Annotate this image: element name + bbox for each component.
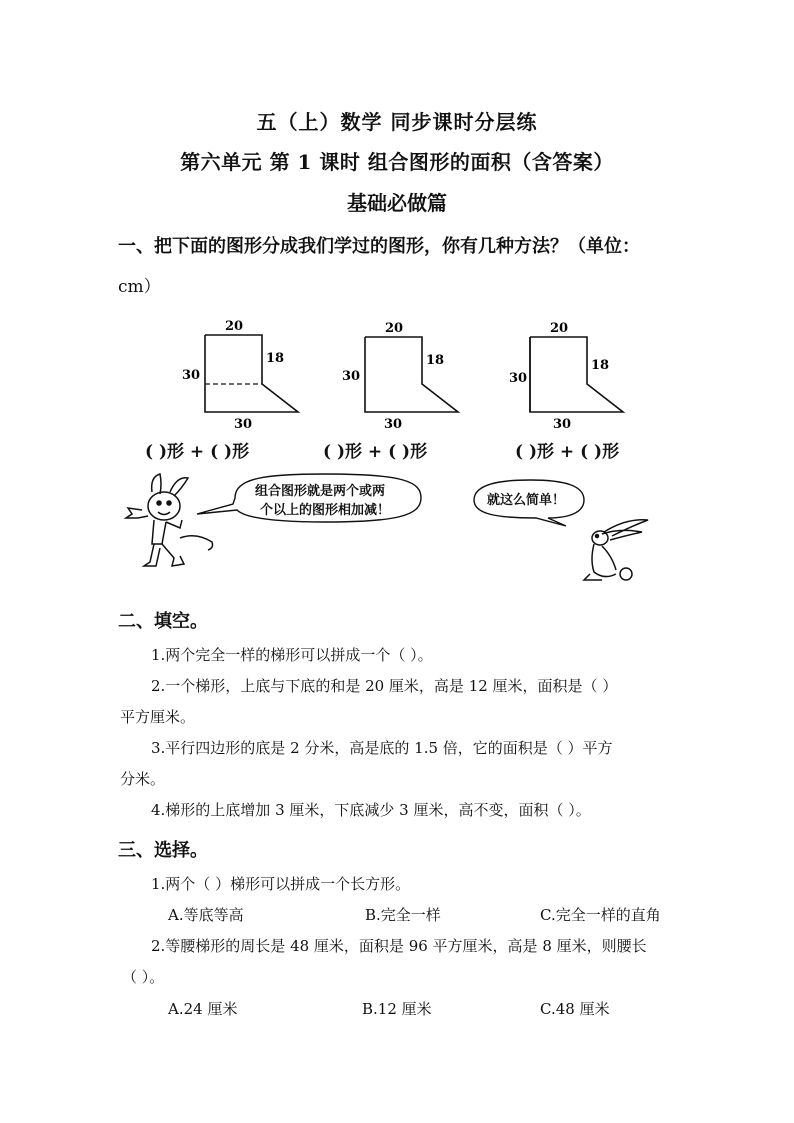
fig2-top-label: 20	[385, 321, 404, 336]
q2-item-3: 3.平行四边形的底是 2 分米，高是底的 1.5 倍，它的面积是（ ）平方	[151, 739, 613, 757]
q2-item-2: 2.一个梯形，上底与下底的和是 20 厘米，高是 12 厘米，面积是（ ）	[151, 677, 618, 695]
q2-heading: 二、填空。	[118, 611, 208, 632]
fig1-right-label: 18	[266, 351, 285, 366]
bubble-right-text: 就这么简单！	[487, 493, 566, 508]
fig1-bottom-label: 30	[234, 417, 253, 430]
q3-q1-option-c[interactable]: C.完全一样的直角	[540, 906, 661, 924]
worksheet-title: 五（上）数学 同步课时分层练	[256, 110, 538, 134]
q2-item-2-cont: 平方厘米。	[120, 708, 196, 726]
q3-heading: 三、选择。	[118, 840, 208, 861]
fig3-left-label: 30	[509, 371, 528, 386]
q2-item-4: 4.梯形的上底增加 3 厘米，下底减少 3 厘米，高不变，面积（ ）。	[151, 801, 591, 819]
composite-figure-1	[170, 312, 310, 430]
fig2-bottom-label: 30	[384, 417, 403, 430]
fig2-answer-blank[interactable]: ( )形 + ( )形	[323, 442, 428, 462]
fig3-right-label: 18	[591, 358, 610, 373]
fig3-top-label: 20	[550, 321, 569, 336]
fig1-left-label: 30	[182, 368, 201, 383]
rabbit-icon	[576, 514, 656, 584]
q3-question-2: 2.等腰梯形的周长是 48 厘米，面积是 96 平方厘米，高是 8 厘米，则腰长	[151, 937, 647, 955]
q3-question-1: 1.两个（ ）梯形可以拼成一个长方形。	[151, 875, 411, 893]
fig1-answer-blank[interactable]: ( )形 + ( )形	[145, 442, 250, 462]
composite-figure-3	[495, 312, 635, 430]
q2-item-1: 1.两个完全一样的梯形可以拼成一个（ ）。	[151, 646, 433, 664]
fig3-answer-blank[interactable]: ( )形 + ( )形	[515, 442, 620, 462]
q1-heading-unit: cm）	[118, 277, 161, 297]
bubble-left-line1: 组合图形就是两个或两	[255, 484, 386, 499]
q3-q2-option-b[interactable]: B.12 厘米	[362, 1000, 432, 1018]
fig1-top-label: 20	[225, 319, 244, 334]
q3-q1-option-b[interactable]: B.完全一样	[365, 906, 441, 924]
fig2-left-label: 30	[342, 369, 361, 384]
q3-q1-option-a[interactable]: A.等底等高	[168, 906, 244, 924]
bubble-left-line2: 个以上的图形相加减！	[260, 503, 391, 518]
q1-heading: 一、把下面的图形分成我们学过的图形，你有几种方法？（单位：	[118, 236, 640, 257]
level-heading: 基础必做篇	[347, 191, 447, 215]
q3-q2-option-c[interactable]: C.48 厘米	[540, 1000, 610, 1018]
fig3-bottom-label: 30	[553, 417, 572, 430]
q3-question-2-cont: （ ）。	[122, 968, 165, 986]
unit-subtitle: 第六单元 第 1 课时 组合图形的面积（含答案）	[180, 150, 614, 174]
composite-figure-2	[330, 312, 470, 430]
q3-q2-option-a[interactable]: A.24 厘米	[168, 1000, 238, 1018]
q2-item-3-cont: 分米。	[120, 770, 166, 788]
fig2-right-label: 18	[426, 353, 445, 368]
